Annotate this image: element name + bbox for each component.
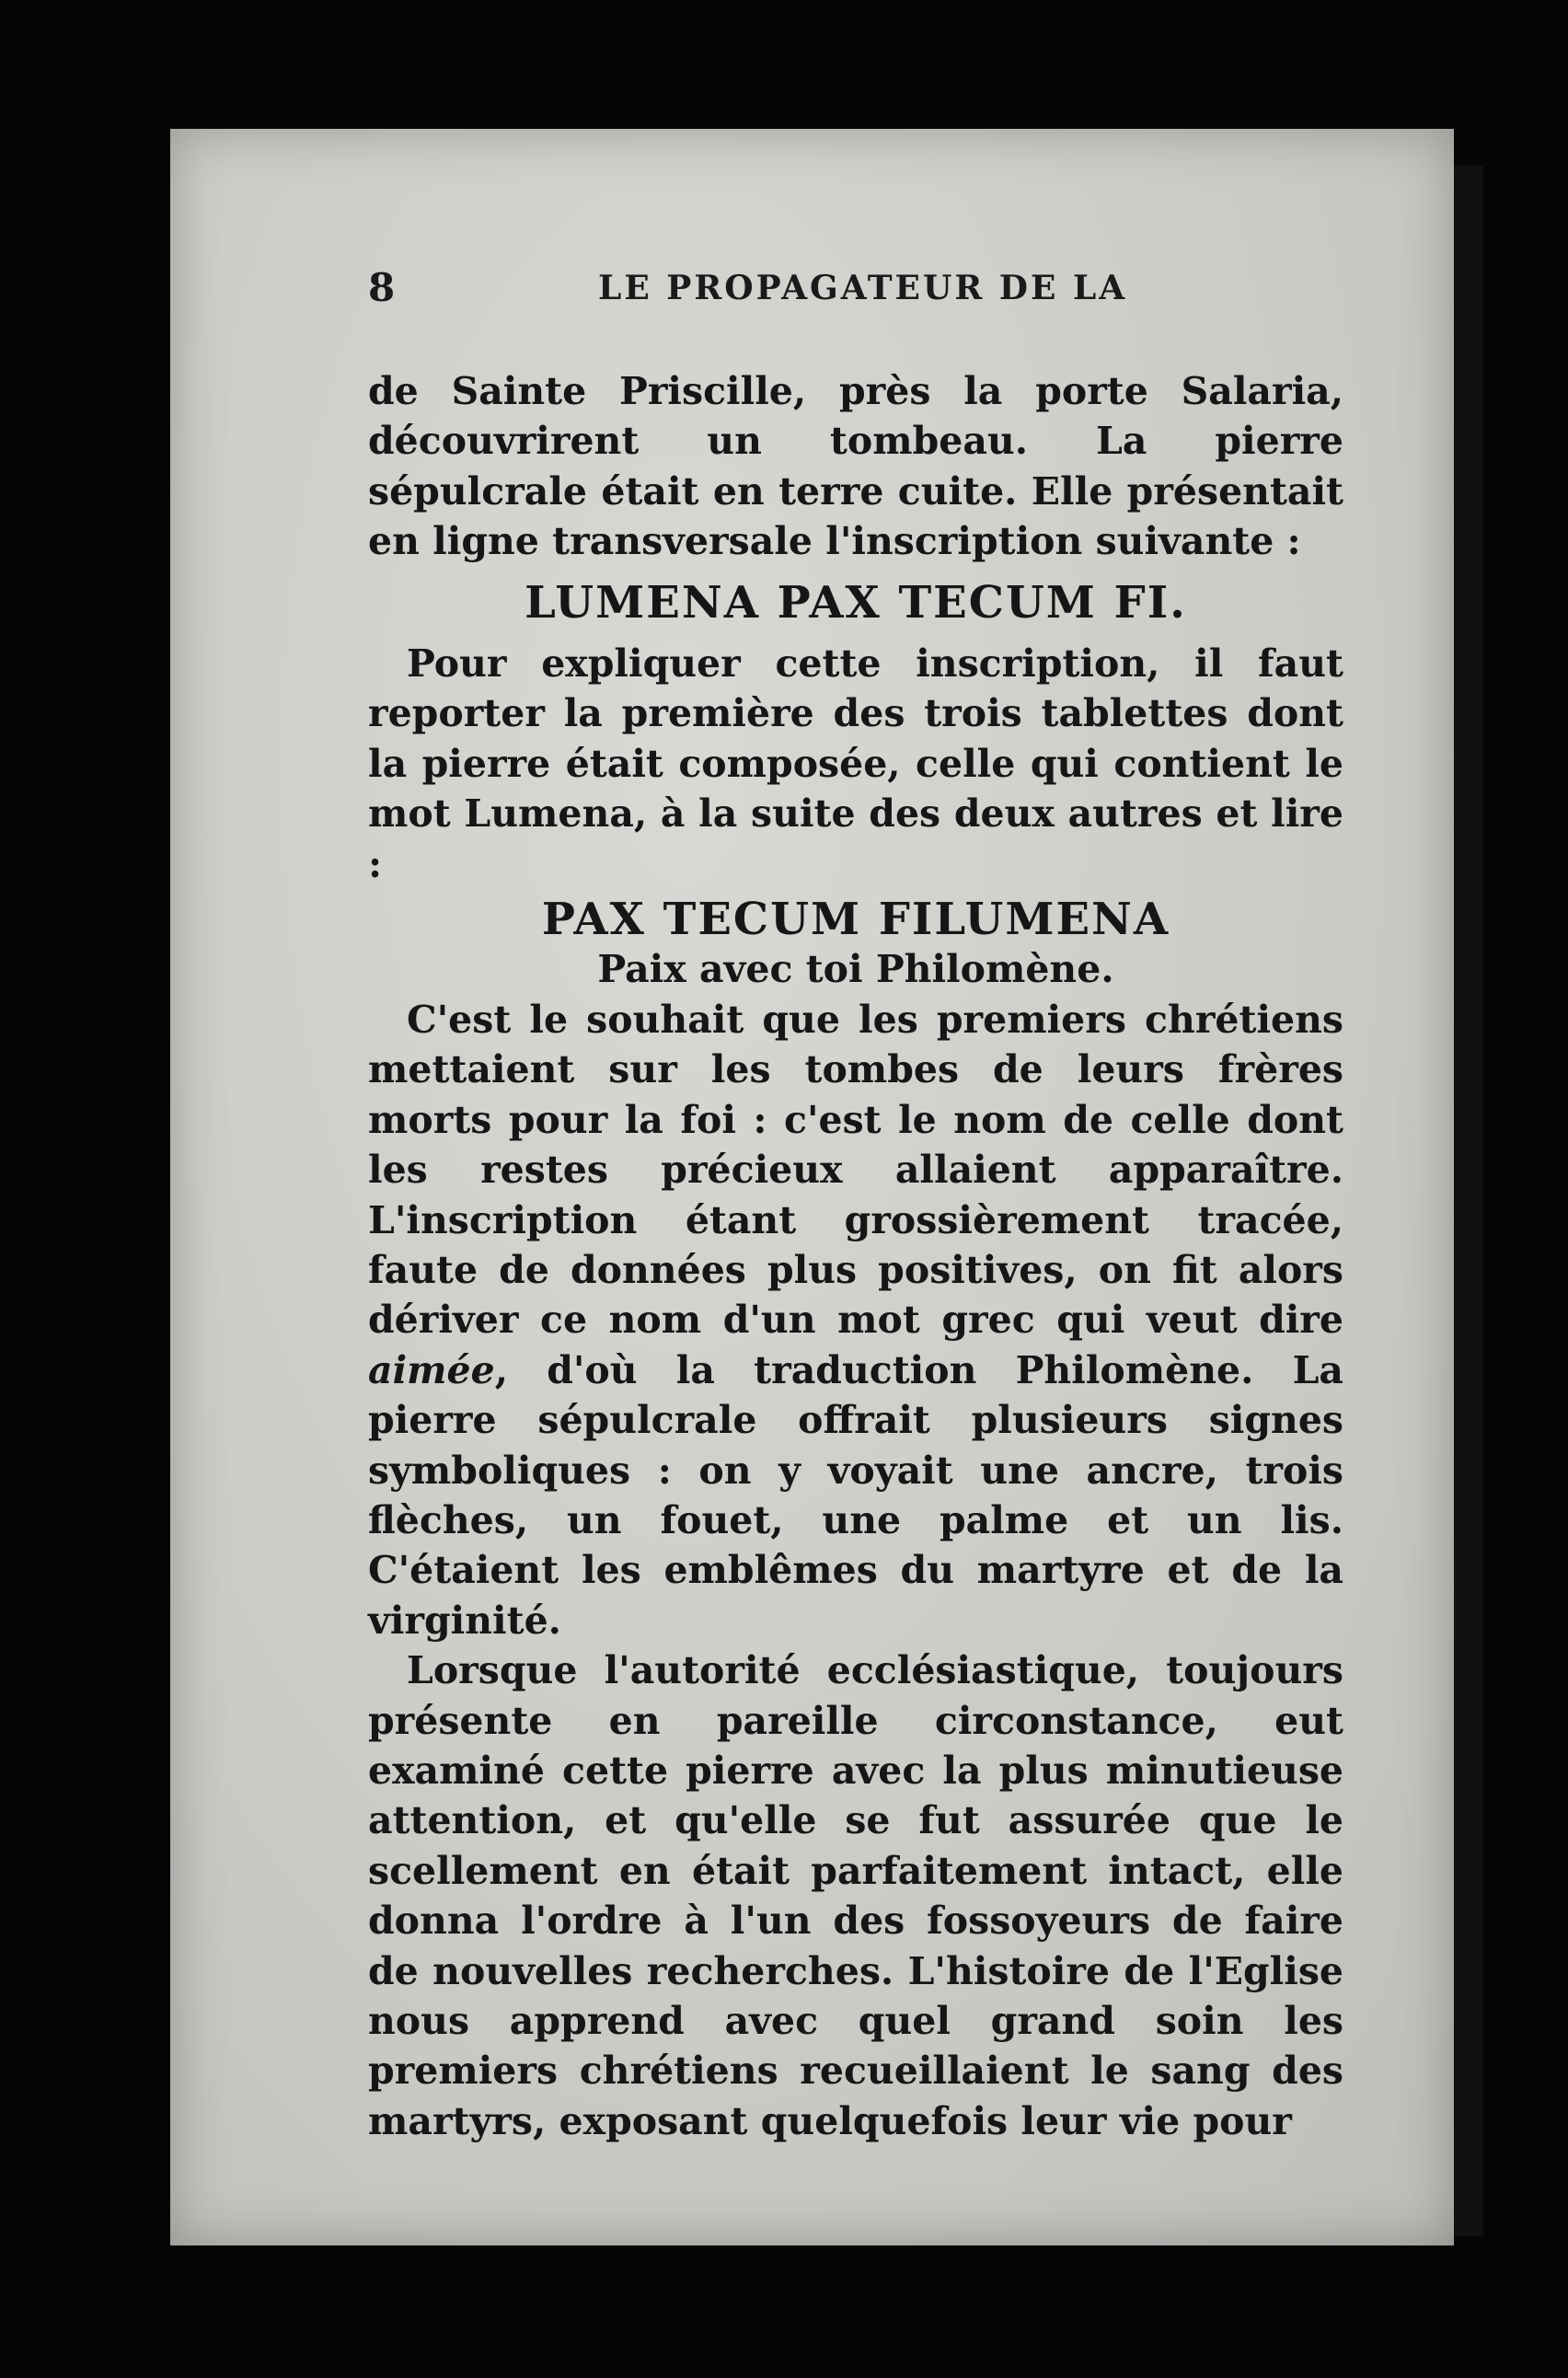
running-title: LE PROPAGATEUR DE LA bbox=[598, 269, 1128, 307]
page-number: 8 bbox=[368, 265, 398, 310]
paragraph-3-part-2: , d'où la traduction Philomène. La pierre sépulcrale offrait plusieurs signes symboliques : on y voyait une ancre, trois flèches, un fouet, une palme et un lis. C'étaient les emblêmes du martyre et de la virginité. bbox=[368, 1347, 1343, 1643]
paragraph-3-italic: aimée bbox=[368, 1347, 495, 1392]
paragraph-2: Pour expliquer cette inscription, il faut reporter la première des trois tablettes dont la pierre était composée, celle qui contient le mot Lumena, à la suite des deux autres et lire : bbox=[368, 641, 1343, 886]
paragraph-4: Lorsque l'autorité ecclésiastique, toujours présente en pareille circonstance, eut examiné cette pierre avec la plus minutieuse attention, et qu'elle se fut assurée que le scellement en était parfaitement intact, elle donna l'ordre à l'un des fossoyeurs de faire de nouvelles recherches. L'histoire de l'Eglise nous apprend avec quel grand soin les premiers chrétiens recueillaient le sang des martyrs, exposant quelquefois leur vie pour bbox=[368, 1648, 1343, 2143]
paragraph-1: de Sainte Priscille, près la porte Salaria, découvrirent un tombeau. La pierre sépulcrale était en terre cuite. Elle présentait en ligne transversale l'inscription suivante : bbox=[368, 369, 1343, 564]
inscription-line: LUMENA PAX TECUM FI. bbox=[525, 576, 1187, 629]
page-gutter-shadow bbox=[1454, 166, 1483, 2236]
translation-line: Paix avec toi Philomène. bbox=[597, 947, 1114, 992]
paragraph-3-part-1: C'est le souhait que les premiers chrétiens mettaient sur les tombes de leurs frères morts pour la foi : c'est le nom de celle dont les restes précieux allaient apparaître. L'inscription étant grossièrement tracée, faute de données plus positives, on fit alors dériver ce nom d'un mot grec qui veut dire bbox=[368, 997, 1343, 1343]
page-body bbox=[368, 366, 1343, 2146]
reading-line: PAX TECUM FILUMENA bbox=[541, 894, 1170, 946]
paragraph-3 bbox=[368, 995, 1343, 1645]
